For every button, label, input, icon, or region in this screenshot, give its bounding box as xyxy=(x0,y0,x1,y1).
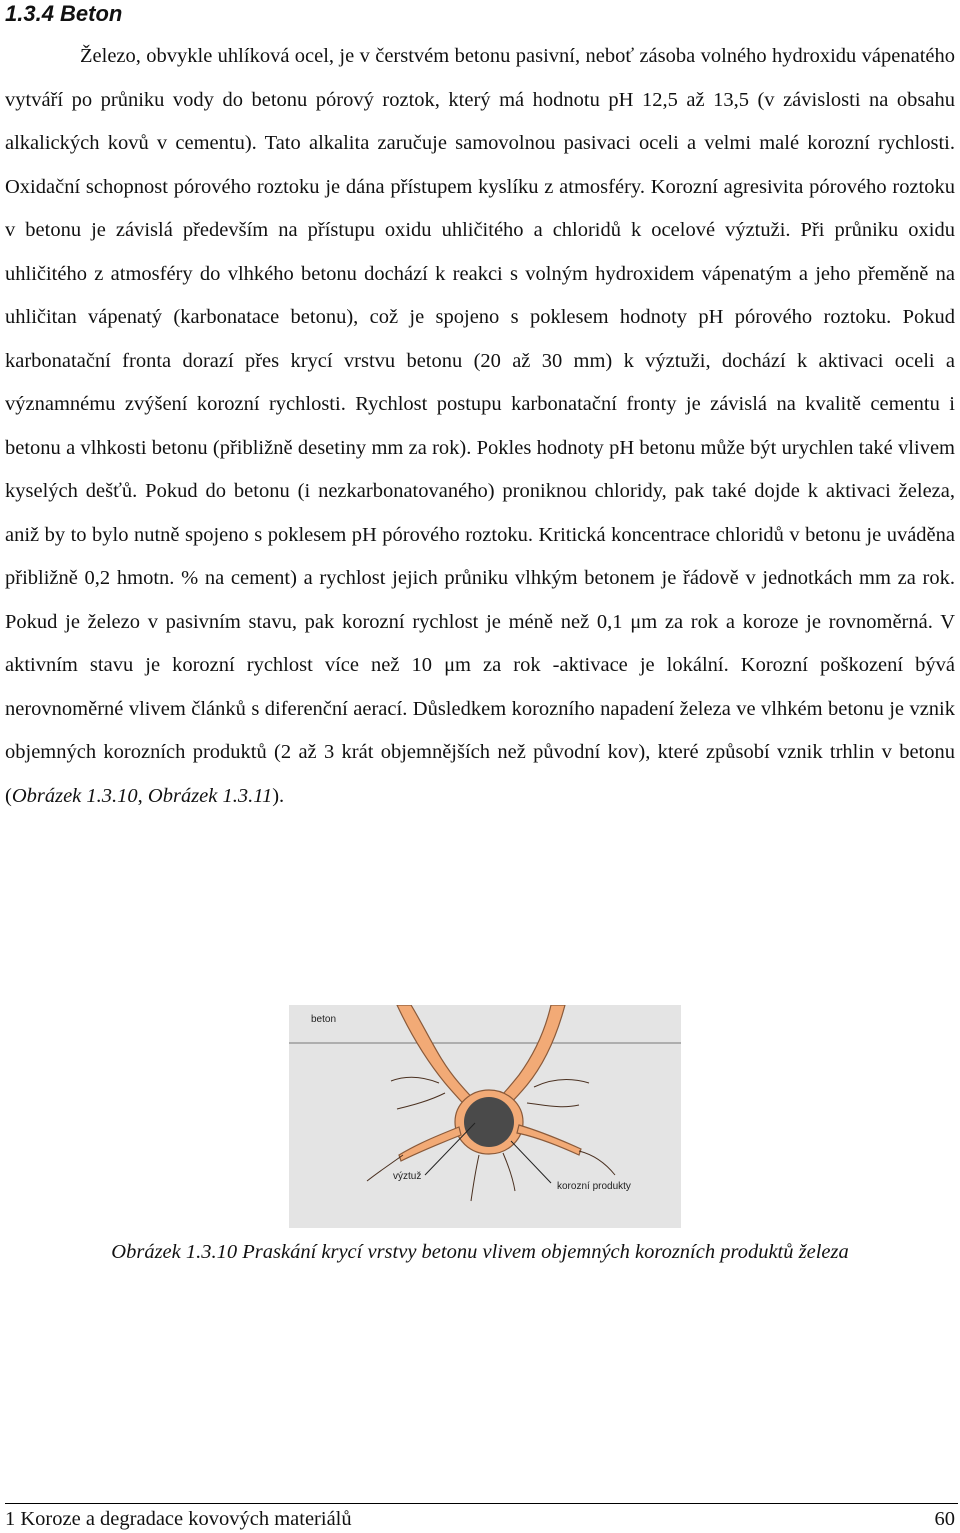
rebar xyxy=(464,1097,514,1147)
figure-reference[interactable]: Obrázek 1.3.10 xyxy=(11,784,138,807)
body-paragraph xyxy=(5,35,955,818)
figure-caption: Obrázek 1.3.10 Praskání krycí vrstvy betonu vlivem objemných korozních produktů železa xyxy=(111,1241,849,1263)
concrete-label: beton xyxy=(311,1014,337,1025)
section-heading: 1.3.4 Beton xyxy=(5,1,123,26)
rebar-label: výztuž xyxy=(393,1171,422,1182)
reference-separator: , xyxy=(137,784,148,807)
page-number: 60 xyxy=(934,1508,955,1530)
footer-chapter-title: 1 Koroze a degradace kovových materiálů xyxy=(5,1508,352,1530)
footer-divider xyxy=(5,1503,958,1504)
paragraph-ending: ). xyxy=(272,784,285,807)
figure-reference[interactable]: Obrázek 1.3.11 xyxy=(147,784,273,807)
cracking-diagram xyxy=(289,1005,681,1228)
corrosion-products-label: korozní produkty xyxy=(557,1181,631,1192)
paragraph-text: Železo, obvykle uhlíková ocel, je v čerstvém betonu pasivní, neboť zásoba volného hydroxidu vápenatého vytváří po průniku vody do betonu pórový roztok, který má hodnotu pH 12,5 až 13,5 (v závislosti na obsahu alkalických kovů v cementu). Tato alkalita zaručuje samovolnou pasivaci oceli a velmi malé korozní rychlosti. Oxidační schopnost pórového roztoku je dána přístupem kyslíku z atmosféry. Korozní agresivita pórového roztoku v betonu je závislá především na přístupu oxidu uhličitého a chloridů k ocelové výztuži. Při průniku oxidu uhličitého z atmosféry do vlhkého betonu dochází k reakci s volným hydroxidem vápenatým a jeho přeměně na uhličitan vápenatý (karbonatace betonu), což je spojeno s poklesem hodnoty pH pórového roztoku. Pokud karbonatační fronta dorazí přes krycí vrstvu betonu (20 až 30 mm) k výztuži, dochází k aktivaci oceli a významnému zvýšení korozní rychlosti. Rychlost postupu karbonatační fronty je závislá na kvalitě cementu i betonu a vlhkosti betonu (přibližně desetiny mm za rok). Pokles hodnoty pH betonu může být urychlen také vlivem kyselých dešťů. Pokud do betonu (i nezkarbonatovaného) proniknou chloridy, pak také dojde k aktivaci železa, aniž by to bylo nutně spojeno s poklesem pH pórového roztoku. Kritická koncentrace chloridů v betonu je uváděna přibližně 0,2 hmotn. % na cement) a rychlost jejich průniku vlhkým betonem je řádově v jednotkách mm za rok. Pokud je železo v pasivním stavu, pak korozní rychlost je méně než 0,1 μm za rok a koroze je rovnoměrná. V aktivním stavu je korozní rychlost více než 10 μm za rok -aktivace je lokální. Korozní poškození bývá nerovnoměrné vlivem článků s diferenční aerací. Důsledkem korozního napadení železa ve vlhkém betonu je vznik objemných korozních produktů (2 až 3 krát objemnějších než původní kov), které způsobí vznik trhlin v betonu ( xyxy=(5,45,955,807)
